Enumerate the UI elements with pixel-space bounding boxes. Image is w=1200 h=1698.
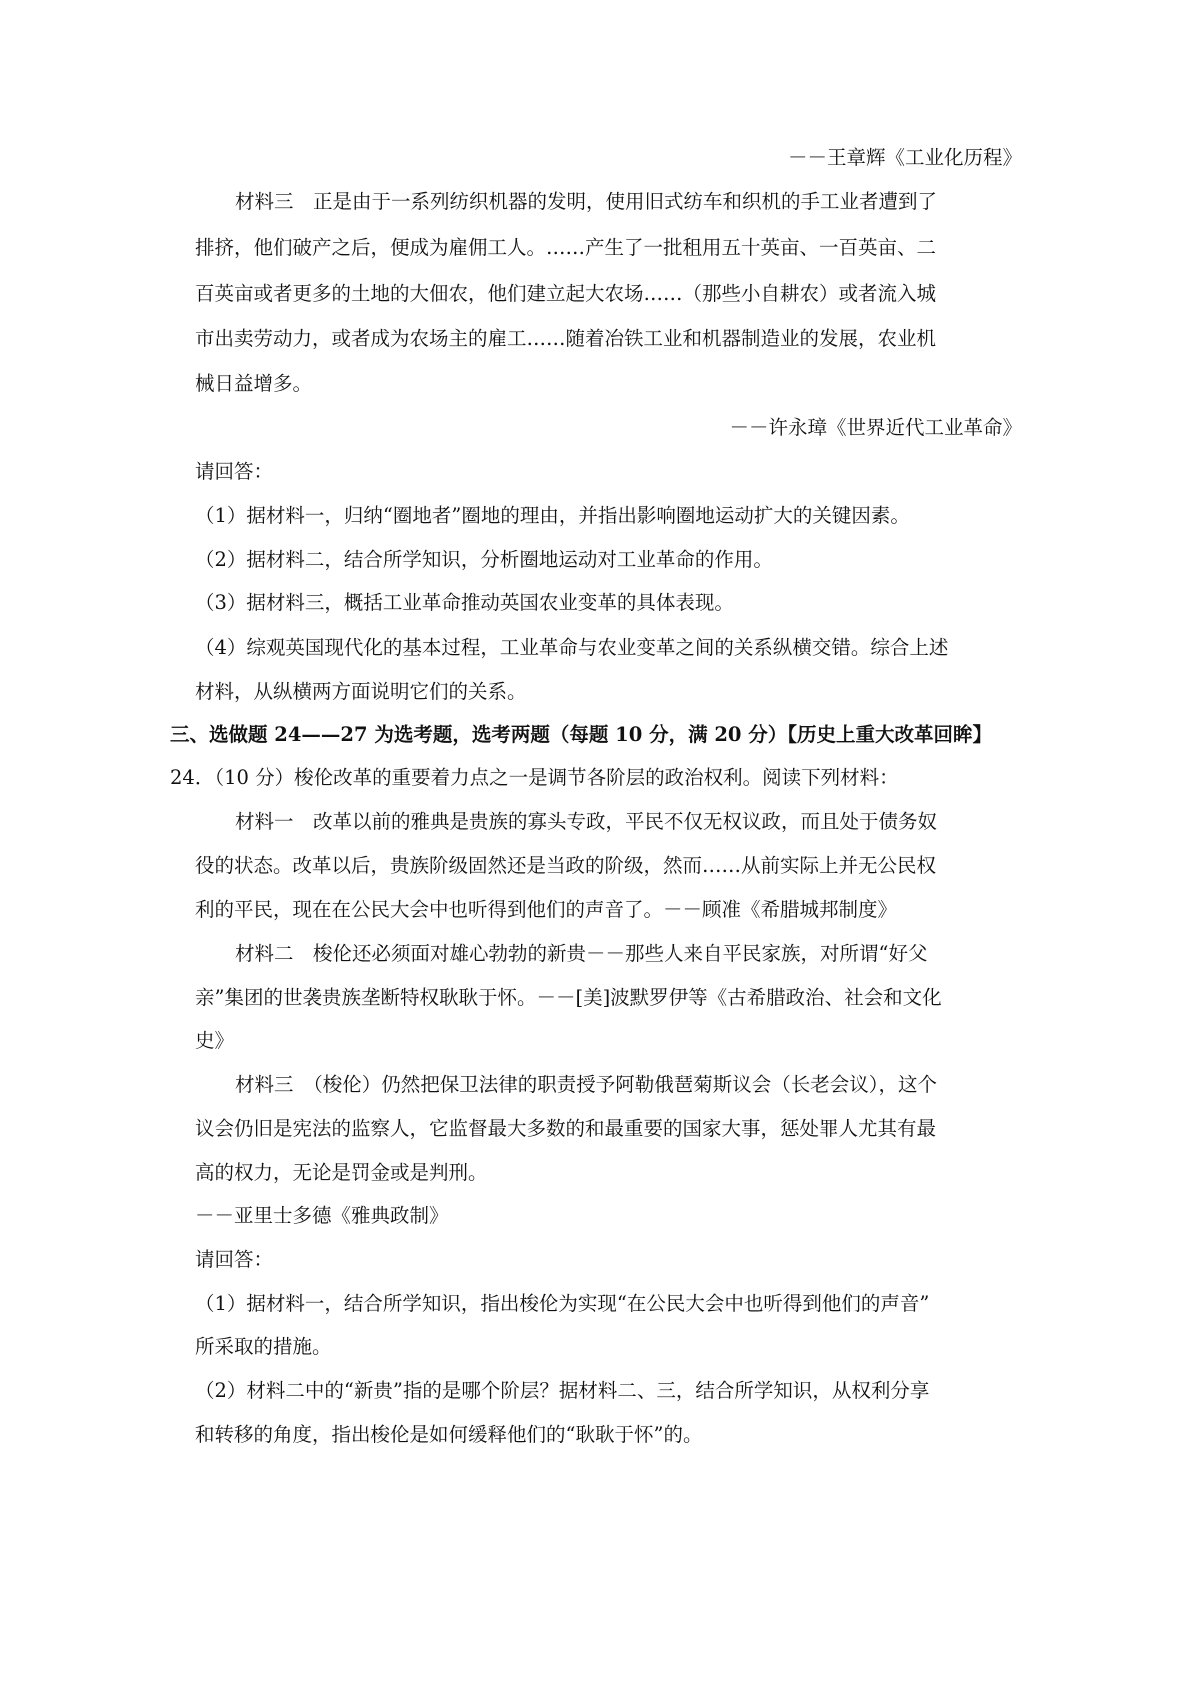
- question-item: 材料，从纵横两方面说明它们的关系。: [195, 680, 527, 703]
- question-prompt: 请回答：: [195, 1248, 274, 1271]
- question-item: （4）综观英国现代化的基本过程，工业革命与农业变革之间的关系纵横交错。综合上述: [195, 636, 949, 659]
- source-attribution: －－亚里士多德《雅典政制》: [195, 1204, 449, 1227]
- material-two-line: 史》: [195, 1029, 235, 1052]
- question-prompt: 请回答：: [195, 460, 274, 483]
- material-three-line: 材料三 （梭伦）仍然把保卫法律的职责授予阿勒俄琶菊斯议会（长老会议），这个: [235, 1073, 938, 1096]
- material-three-line: 械日益增多。: [195, 372, 313, 395]
- source-attribution: －－许永璋《世界近代工业革命》: [729, 416, 1022, 439]
- material-three-line: 议会仍旧是宪法的监察人，它监督最大多数的和最重要的国家大事，惩处罪人尤其有最: [195, 1117, 937, 1140]
- material-three-line: 材料三 正是由于一系列纺织机器的发明，使用旧式纺车和织机的手工业者遭到了: [235, 190, 938, 213]
- material-three-line: 排挤，他们破产之后，便成为雇佣工人。……产生了一批租用五十英亩、一百英亩、二: [195, 236, 937, 259]
- material-three-line: 百英亩或者更多的土地的大佃农，他们建立起大农场……（那些小自耕农）或者流入城: [195, 282, 937, 305]
- question-item: （3）据材料三，概括工业革命推动英国农业变革的具体表现。: [195, 591, 734, 614]
- material-two-line: 材料二 梭伦还必须面对雄心勃勃的新贵－－那些人来自平民家族，对所谓“好父: [235, 942, 928, 965]
- material-one-line: 材料一 改革以前的雅典是贵族的寡头专政，平民不仅无权议政，而且处于债务奴: [235, 810, 938, 833]
- source-attribution: －－王章辉《工业化历程》: [787, 146, 1022, 169]
- question-item: （1）据材料一，归纳“圈地者”圈地的理由，并指出影响圈地运动扩大的关键因素。: [195, 504, 910, 527]
- question-item: （2）据材料二，结合所学知识，分析圈地运动对工业革命的作用。: [195, 548, 773, 571]
- material-three-line: 高的权力，无论是罚金或是判刑。: [195, 1161, 488, 1184]
- material-two-line: 亲”集团的世袭贵族垄断特权耿耿于怀。－－[美]波默罗伊等《古希腊政治、社会和文化: [195, 986, 942, 1009]
- material-one-line: 利的平民，现在在公民大会中也听得到他们的声音了。－－顾准《希腊城邦制度》: [195, 898, 898, 921]
- question-intro: 24．（10 分）梭伦改革的重要着力点之一是调节各阶层的政治权利。阅读下列材料：: [170, 766, 899, 789]
- question-item: （2）材料二中的“新贵”指的是哪个阶层？据材料二、三，结合所学知识，从权利分享: [195, 1379, 930, 1402]
- question-item: （1）据材料一，结合所学知识，指出梭伦为实现“在公民大会中也听得到他们的声音”: [195, 1292, 930, 1315]
- material-one-line: 役的状态。改革以后，贵族阶级固然还是当政的阶级，然而……从前实际上并无公民权: [195, 854, 937, 877]
- material-three-line: 市出卖劳动力，或者成为农场主的雇工……随着冶铁工业和机器制造业的发展，农业机: [195, 327, 937, 350]
- section-heading: 三、选做题 24——27 为选考题，选考两题（每题 10 分，满 20 分）【历史上重大改革回眸】: [170, 723, 993, 746]
- question-item: 所采取的措施。: [195, 1335, 332, 1358]
- question-item: 和转移的角度，指出梭伦是如何缓释他们的“耿耿于怀”的。: [195, 1423, 703, 1446]
